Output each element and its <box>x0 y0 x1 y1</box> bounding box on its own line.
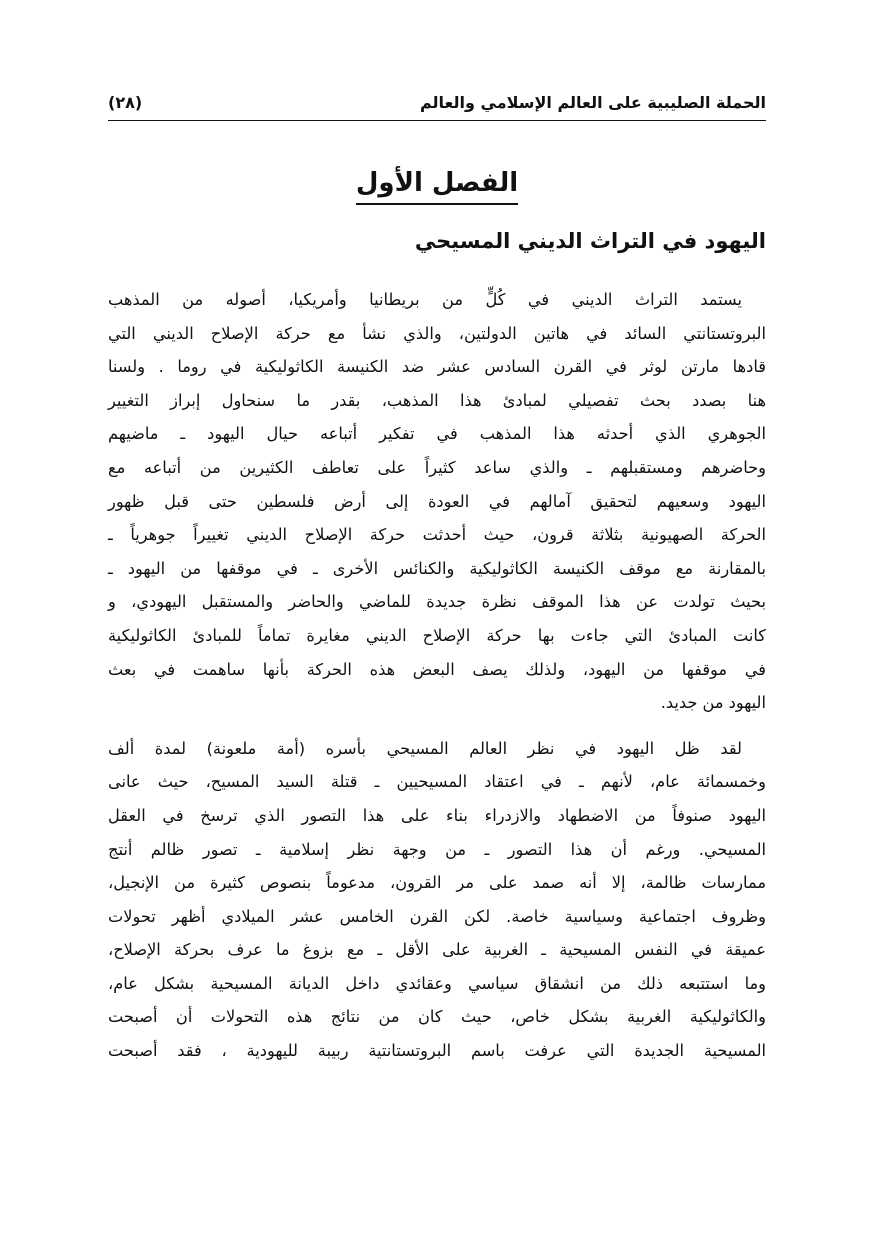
paragraph-2 <box>108 732 766 1068</box>
text-line: هنا بصدد بحث تفصيلي لمبادئ هذا المذهب، بقدر ما سنحاول إبراز التغيير <box>108 390 766 410</box>
running-title: الحملة الصليبية على العالم الإسلامي والعالم <box>419 92 766 112</box>
text-line: في موقفها من اليهود، ولذلك يصف البعض هذه الحركة بأنها ساهمت في بعث <box>108 659 766 679</box>
text-line: لقد ظل اليهود في نظر العالم المسيحي بأسره (أمة ملعونة) لمدة ألف <box>108 738 742 758</box>
paragraph-1 <box>108 283 766 720</box>
paragraph-gap <box>108 720 766 732</box>
text-line: وظروف اجتماعية وسياسية خاصة. لكن القرن الخامس عشر الميلادي أظهر تحولات <box>108 906 766 926</box>
chapter-title <box>108 168 766 205</box>
text-line: المسيحي. ورغم أن هذا التصور ـ من وجهة نظر إسلامية ـ تصور ظالم أنتج <box>108 839 766 859</box>
text-line: كانت المبادئ التي جاءت بها حركة الإصلاح الديني مغايرة تماماً للمبادئ الكاثوليكية <box>108 625 766 645</box>
text-line: المسيحية الجديدة التي عرفت باسم البروتستانتية ربيبة لليهودية ، فقد أصبحت <box>108 1041 766 1061</box>
chapter-title-text: الفصل الأول <box>356 168 518 205</box>
text-line: يستمد التراث الديني في كُلٍّ من بريطانيا وأمريكيا، أصوله من المذهب <box>108 290 742 309</box>
text-line: قادها مارتن لوثر في القرن السادس عشر ضد الكنيسة الكاثوليكية في روما . ولسنا <box>108 357 766 377</box>
body-text <box>108 283 766 1068</box>
text-line: عميقة في النفس المسيحية ـ الغربية على الأقل ـ مع بزوغ ما عرف بحركة الإصلاح، <box>108 940 766 960</box>
text-line: ممارسات ظالمة، إلا أنه صمد على مر القرون، مدعوماً بنصوص كثيرة من الإنجيل، <box>108 873 766 893</box>
text-line: بالمقارنة مع موقف الكنيسة الكاثوليكية والكنائس الأخرى ـ في موقفها من اليهود ـ <box>108 558 766 578</box>
section-heading: اليهود في التراث الديني المسيحي <box>414 229 766 253</box>
text-line: وخمسمائة عام، لأنهم ـ في اعتقاد المسيحيين ـ قتلة السيد المسيح، حيث عانى <box>108 772 766 792</box>
running-header <box>108 88 766 121</box>
text-line: والكاثوليكية الغربية بشكل خاص، حيث كان من نتائج هذه التحولات أن أصبحت <box>108 1007 766 1027</box>
text-line: الحركة الصهيونية بثلاثة قرون، حيث أحدثت حركة الإصلاح الديني تغييراً جوهرياً ـ <box>108 525 766 545</box>
text-line: اليهود صنوفاً من الاضطهاد والازدراء بناء على هذا التصور الذي ترسخ في العقل <box>108 805 766 825</box>
page-number: (٢٨) <box>108 92 143 112</box>
text-line: اليهود وسعيهم لتحقيق آمالهم في العودة إلى أرض فلسطين حتى قبل ظهور <box>108 491 766 511</box>
text-line: وما استتبعه ذلك من انشقاق سياسي وعقائدي داخل الديانة المسيحية بشكل عام، <box>108 973 766 993</box>
text-line: اليهود من جديد. <box>660 693 766 713</box>
text-line: الجوهري الذي أحدثه هذا المذهب في تفكير أتباعه حيال اليهود ـ ماضيهم <box>108 424 766 444</box>
text-line: بحيث تولدت عن هذا الموقف نظرة جديدة للماضي والحاضر والمستقبل اليهودي، و <box>108 592 766 612</box>
text-line: وحاضرهم ومستقبلهم ـ والذي ساعد كثيراً على تعاطف الكثيرين من أتباعه مع <box>108 457 766 477</box>
text-line: البروتستانتي السائد في هاتين الدولتين، والذي نشأ مع حركة الإصلاح الديني التي <box>108 323 766 343</box>
